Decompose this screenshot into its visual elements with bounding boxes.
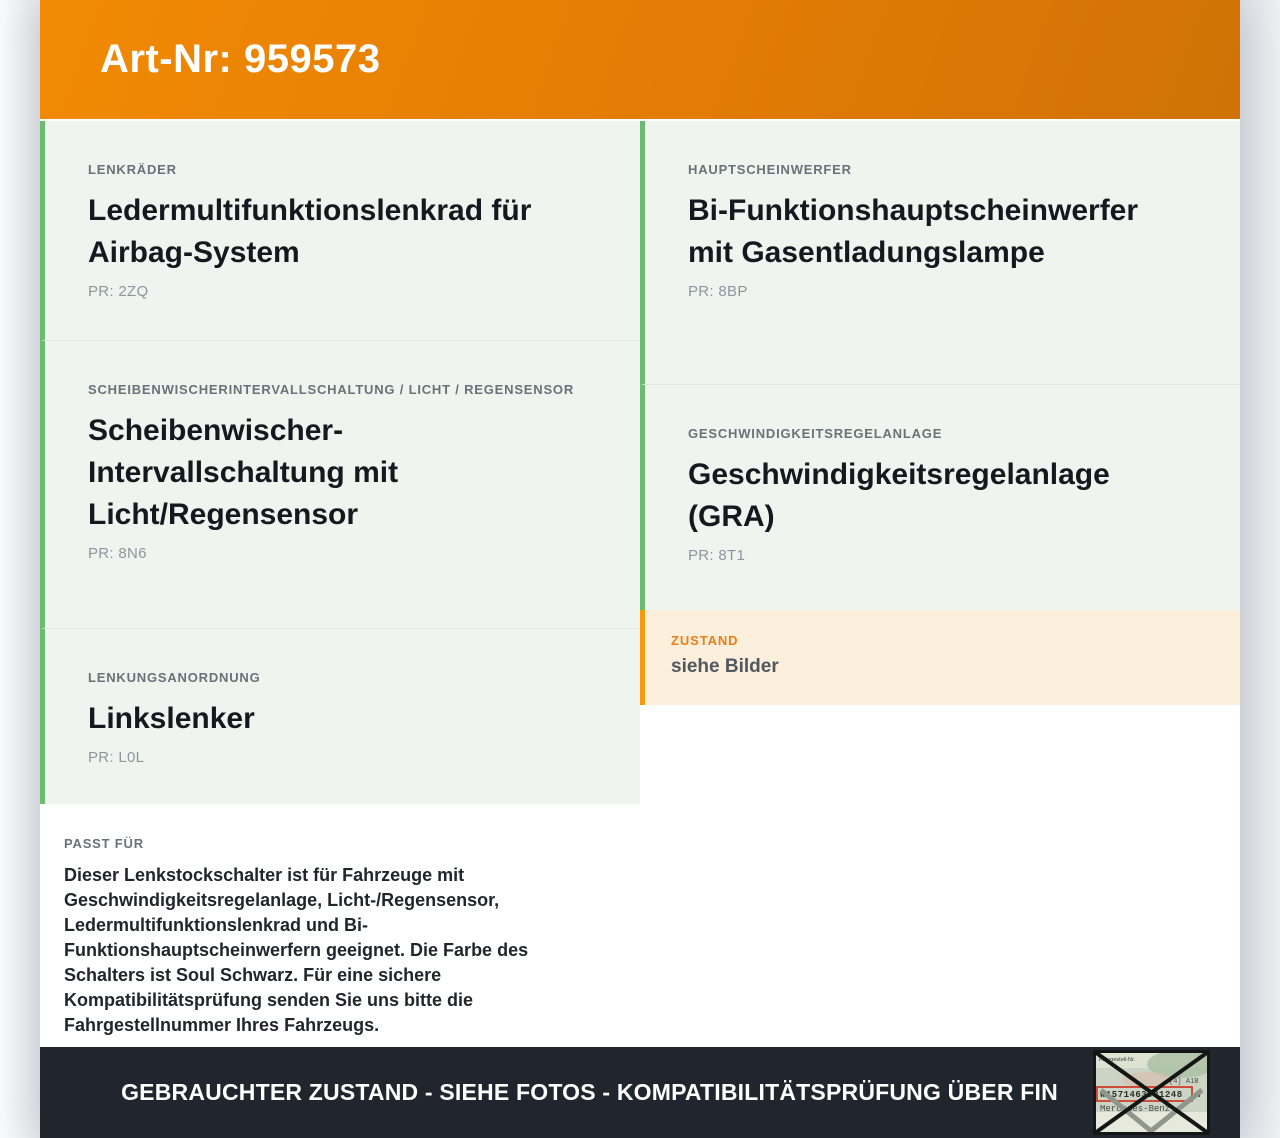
category-label: LENKRÄDER bbox=[88, 162, 177, 177]
condition-card bbox=[640, 610, 1240, 705]
spec-title: Scheibenwischer-Intervallschaltung mit Licht/Regensensor bbox=[88, 414, 399, 531]
spec-card-hauptscheinwerfer bbox=[640, 121, 1240, 384]
pr-code: PR: L0L bbox=[88, 749, 145, 766]
spec-title: Bi-Funktionshauptscheinwerfer mit Gasentladungslampe bbox=[688, 194, 1139, 269]
pr-code: PR: 8N6 bbox=[88, 545, 147, 562]
right-column-filler bbox=[640, 705, 1240, 1047]
stamp-doc-note: [4] A1B bbox=[1169, 1078, 1199, 1086]
stamp-brand-text: Mercedes-Benz bbox=[1100, 1104, 1171, 1114]
pr-code: PR: 2ZQ bbox=[88, 283, 149, 300]
stamp-doc-label: Fahrgestell-Nr. bbox=[1099, 1057, 1136, 1063]
spec-title: Geschwindigkeitsregelanlage (GRA) bbox=[688, 458, 1110, 533]
category-label: HAUPTSCHEINWERFER bbox=[688, 162, 852, 177]
left-column bbox=[40, 121, 640, 1047]
spec-title: Ledermultifunktionslenkrad für Airbag-System bbox=[88, 194, 532, 269]
footer-notice-text: GEBRAUCHTER ZUSTAND - SIEHE FOTOS - KOMPATIBILITÄTSPRÜFUNG ÜBER FIN bbox=[121, 1079, 1058, 1105]
condition-value: siehe Bilder bbox=[671, 656, 779, 677]
spec-title: Linkslenker bbox=[88, 702, 255, 735]
stamp-fin-number: W1571463J31248 bbox=[1100, 1090, 1183, 1100]
category-label: SCHEIBENWISCHERINTERVALLSCHALTUNG / LICHT / REGENSENSOR bbox=[88, 382, 575, 397]
category-label: LENKUNGSANORDNUNG bbox=[88, 670, 261, 685]
fits-for-label: PASST FÜR bbox=[64, 836, 144, 851]
fits-for-card bbox=[40, 804, 640, 1066]
spec-card-lenkraeder bbox=[40, 121, 640, 340]
article-number-title: Art-Nr: 959573 bbox=[100, 37, 381, 81]
stamp-fin-suffix: 7 bbox=[1197, 1090, 1203, 1100]
spec-card-lenkungsanordnung bbox=[40, 628, 640, 804]
spec-columns bbox=[40, 121, 1240, 1047]
right-column bbox=[640, 121, 1240, 1047]
spec-card-geschwindigkeitsregelanlage bbox=[640, 384, 1240, 610]
footer-bar bbox=[40, 1047, 1240, 1138]
listing-page bbox=[40, 0, 1240, 1138]
header-bar bbox=[40, 0, 1240, 119]
registration-document-stamp-image bbox=[1093, 1050, 1210, 1135]
pr-code: PR: 8T1 bbox=[688, 547, 746, 564]
crossed-registration-icon bbox=[1093, 1050, 1210, 1135]
fits-for-description: Dieser Lenkstockschalter ist für Fahrzeuge mit Geschwindigkeitsregelanlage, Licht-/Regensensor, Ledermultifunktionslenkrad und Bi-Funktionshauptscheinwerfern geeignet. Die Farbe des Schalters ist Soul Schwarz. Für eine sichere Kompatibilitätsprüfung senden Sie uns bitte die Fahrgestellnummer Ihres Fahrzeugs. bbox=[64, 865, 529, 1035]
condition-label: ZUSTAND bbox=[671, 633, 739, 648]
category-label: GESCHWINDIGKEITSREGELANLAGE bbox=[688, 426, 943, 441]
spec-card-scheibenwischer bbox=[40, 340, 640, 628]
pr-code: PR: 8BP bbox=[688, 283, 748, 300]
